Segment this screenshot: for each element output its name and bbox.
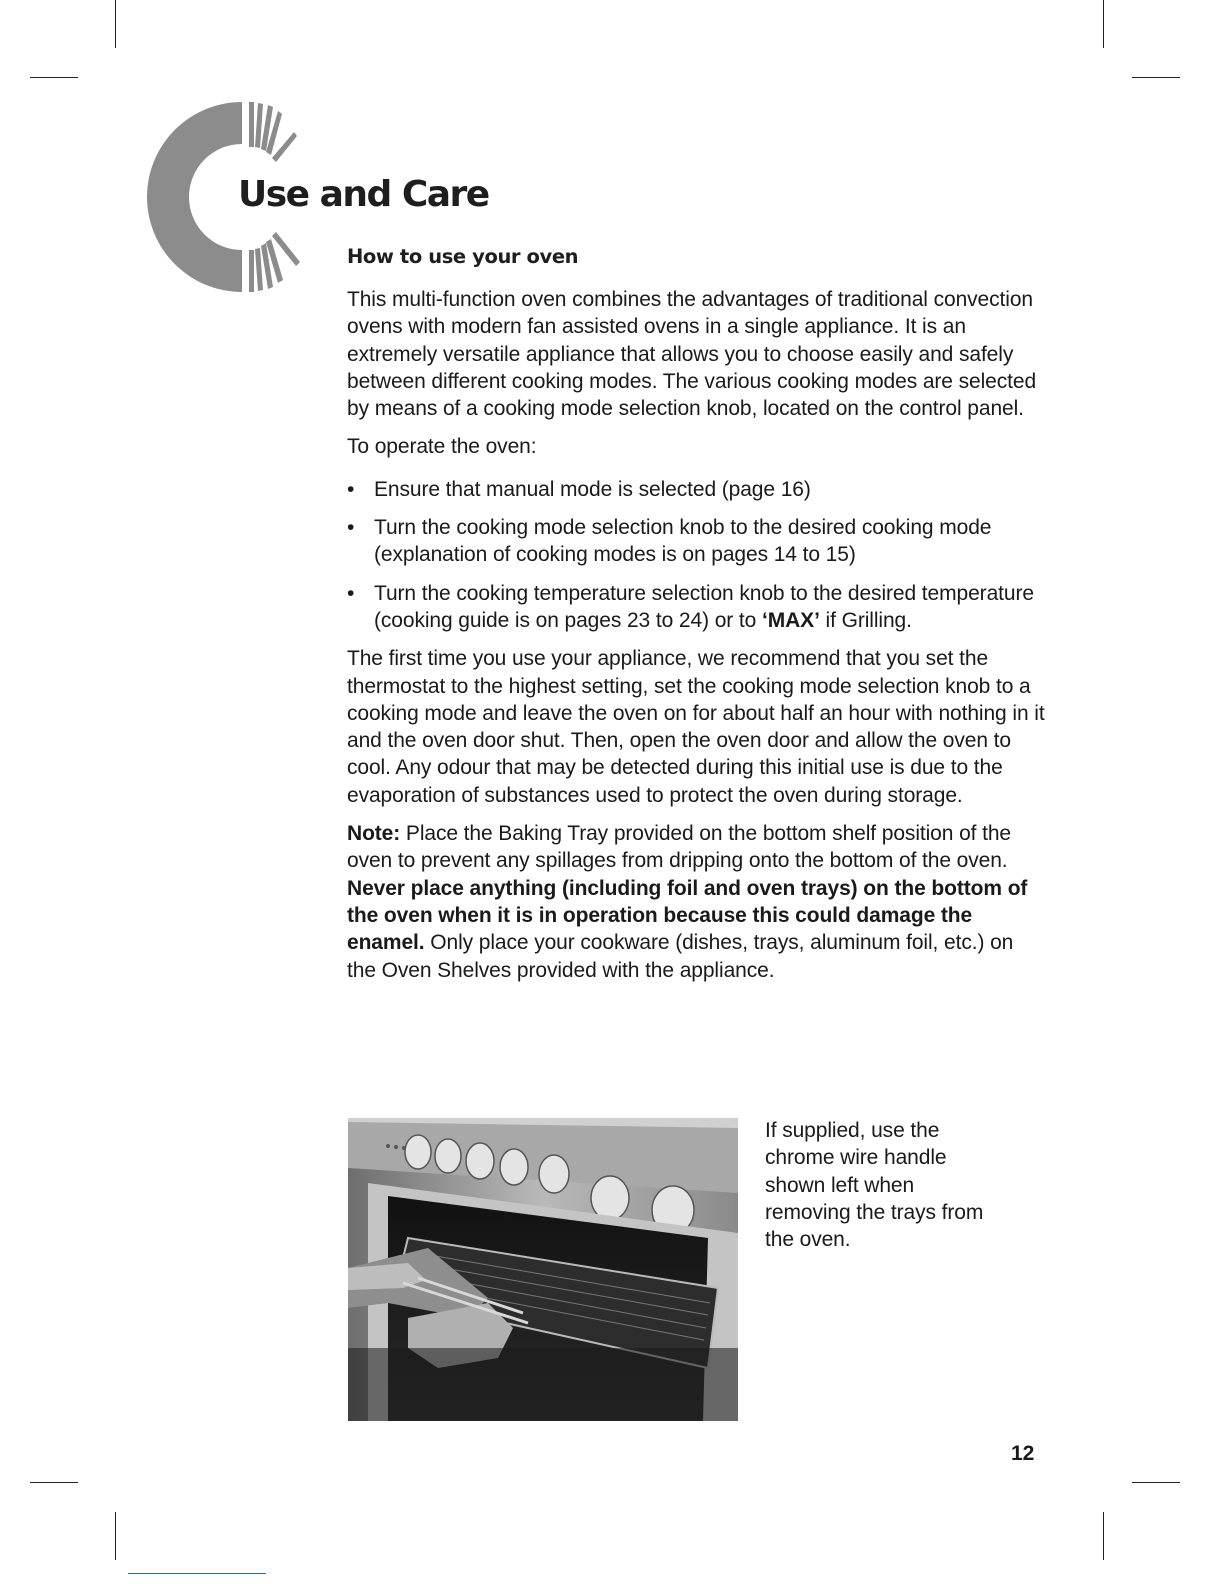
crop-mark (115, 1512, 116, 1560)
intro-paragraph: This multi-function oven combines the advantages of traditional convection ovens with modern fan assisted ovens in a single appliance. It is an extremely versatile appliance that allows you to choose easily and safely between different cooking modes. The various cooking modes are selected by means of a cooking mode selection knob, located on the control panel. (347, 288, 1037, 421)
operation-steps (347, 476, 1047, 634)
operate-heading: To operate the oven: (347, 435, 537, 459)
max-setting: ‘MAX’ (761, 608, 820, 632)
crop-mark (30, 1482, 78, 1483)
list-item: • Turn the cooking temperature selection knob to the desired temperature (cooking guide is on pages 23 to 24) or to ‘MAX’ if Grilling. (347, 581, 1034, 632)
photo-caption: If supplied, use the chrome wire handle shown left when removing the trays from the oven. (765, 1119, 984, 1252)
list-item: • Ensure that manual mode is selected (page 16) (347, 477, 811, 501)
footer-rule (128, 1573, 266, 1574)
crop-mark (1103, 0, 1104, 48)
crop-mark (1103, 1512, 1104, 1560)
note-paragraph: Note: Place the Baking Tray provided on the bottom shelf position of the oven to prevent any spillages from dripping onto the bottom of the oven. Never place anything (including foil and oven trays) on the bottom of the oven when it is in operation because this could damage the enamel. Only place your cookware (dishes, trays, aluminum foil, etc.) on the Oven Shelves provided with the appliance. (347, 822, 1028, 982)
crop-mark (1132, 1482, 1180, 1483)
main-content (347, 286, 1047, 995)
section-title: Use and Care (238, 174, 489, 215)
oven-tray-photo (348, 1118, 738, 1421)
enamel-warning: Never place anything (including foil and oven trays) on the bottom of the oven when it is in operation because this could damage the enamel. (347, 876, 1028, 955)
note-label: Note: (347, 822, 401, 846)
first-use-paragraph: The first time you use your appliance, we recommend that you set the thermostat to the highest setting, set the cooking mode selection knob to a cooking mode and leave the oven on for about half an hour with nothing in it and the oven door shut. Then, open the oven door and allow the oven to cool. Any odour that may be detected during this initial use is due to the evaporation of substances used to protect the oven during storage. (347, 647, 1045, 807)
crop-mark (115, 0, 116, 48)
crop-mark (1132, 77, 1180, 78)
page-number: 12 (1011, 1442, 1035, 1465)
section-subtitle: How to use your oven (347, 245, 579, 268)
crop-mark (30, 77, 78, 78)
list-item: • Turn the cooking mode selection knob to the desired cooking mode (explanation of cooking modes is on pages 14 to 15) (347, 516, 992, 567)
